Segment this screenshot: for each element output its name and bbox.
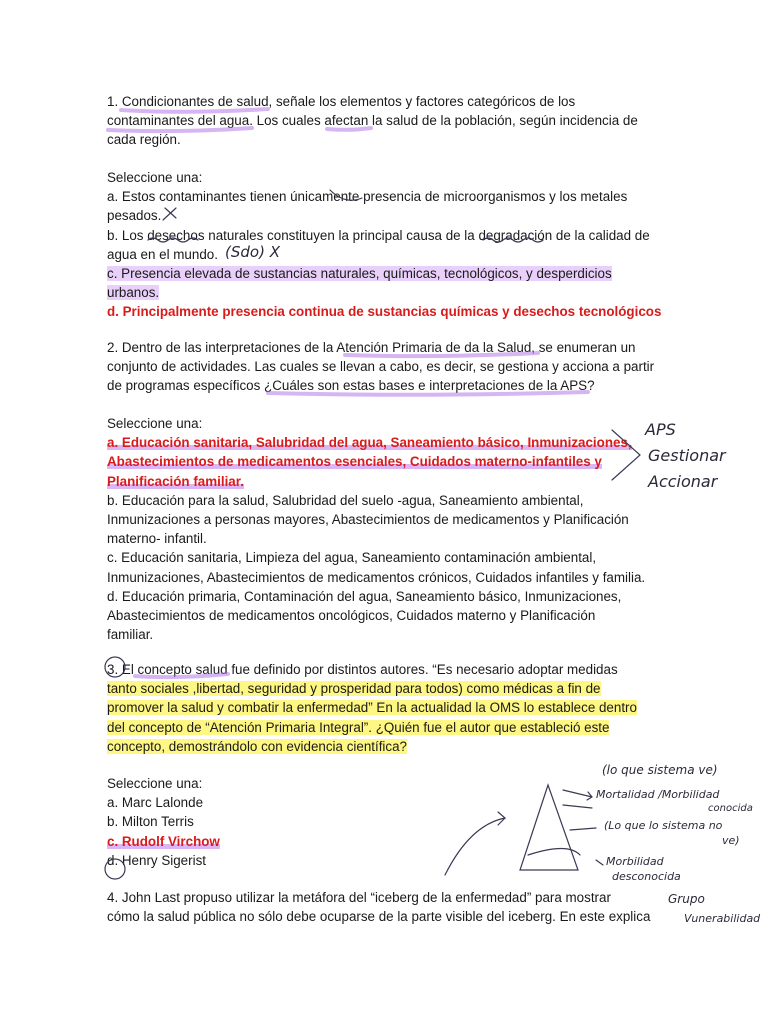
q3-option-d: d. Henry Sigerist bbox=[107, 852, 206, 868]
q3-option-a: a. Marc Lalonde bbox=[107, 795, 204, 811]
question-1 bbox=[107, 92, 667, 150]
q2-option-a-answer: Planificación familiar. bbox=[107, 473, 244, 489]
q2-option-d: familiar. bbox=[107, 627, 154, 643]
select-label: Seleccione una: bbox=[107, 170, 203, 185]
q2-option-b: b. Educación para la salud, Salubridad del suelo -agua, Saneamiento ambiental, bbox=[107, 492, 584, 508]
handwritten-note: Morbilidad bbox=[606, 855, 664, 868]
handwritten-note: (lo que sistema ve) bbox=[602, 763, 718, 777]
q3-line: tanto sociales ,libertad, seguridad y prosperidad para todos) como médicas a fin de bbox=[107, 681, 601, 697]
q2-options bbox=[107, 414, 667, 644]
question-4 bbox=[107, 888, 667, 926]
q2-option-a-answer: a. Educación sanitaria, Salubridad del agua, Saneamiento básico, Inmunizaciones, bbox=[107, 435, 632, 451]
q2-line: conjunto de actividades. Las cuales se llevan a cabo, es decir, se gestiona y acciona a partir bbox=[107, 359, 655, 375]
handwritten-note: (Sdo) X bbox=[225, 243, 280, 261]
q1-option-b: agua en el mundo. bbox=[107, 246, 218, 262]
q2-line: de programas específicos ¿Cuáles son estas bases e interpretaciones de la APS? bbox=[107, 378, 595, 394]
q2-option-c: c. Educación sanitaria, Limpieza del agua, Saneamiento contaminación ambiental, bbox=[107, 550, 597, 566]
handwritten-note: Gestionar bbox=[648, 446, 726, 465]
handwritten-note: conocida bbox=[708, 803, 753, 814]
handwritten-note: ve) bbox=[722, 834, 740, 847]
handwritten-note: APS bbox=[645, 420, 676, 439]
q3-line: promover la salud y combatir la enfermedad” En la actualidad la OMS lo establece dentro bbox=[107, 700, 637, 716]
handwritten-note: Vunerabilidad bbox=[684, 912, 761, 925]
q1-option-a: a. Estos contaminantes tienen únicamente presencia de microorganismos y los metales bbox=[107, 189, 628, 205]
handwritten-note: Mortalidad /Morbilidad bbox=[596, 788, 720, 801]
question-3 bbox=[107, 660, 667, 756]
q2-option-b: materno- infantil. bbox=[107, 531, 207, 547]
select-label: Seleccione una: bbox=[107, 776, 203, 791]
q2-option-a-answer: Abastecimientos de medicamentos esenciales, Cuidados materno-infantiles y bbox=[107, 454, 602, 470]
q2-option-b: Inmunizaciones a personas mayores, Abastecimientos de medicamentos y Planificación bbox=[107, 512, 629, 528]
select-label: Seleccione una: bbox=[107, 416, 203, 431]
q3-option-c-answer: c. Rudolf Virchow bbox=[107, 833, 220, 849]
q1-option-c: c. Presencia elevada de sustancias naturales, químicas, tecnológicos, y desperdicios bbox=[107, 266, 612, 282]
q1-option-c: urbanos. bbox=[107, 285, 160, 301]
q3-options bbox=[107, 774, 667, 870]
q1-line: cada región. bbox=[107, 132, 181, 148]
q1-option-d-answer: d. Principalmente presencia continua de sustancias químicas y desechos tecnológicos bbox=[107, 304, 662, 320]
q4-line: cómo la salud pública no sólo debe ocuparse de la parte visible del iceberg. En este explica bbox=[107, 909, 651, 925]
handwritten-note: (Lo que lo sistema no bbox=[604, 819, 723, 832]
q1-options bbox=[107, 168, 667, 322]
q3-line: 3. El concepto salud fue definido por distintos autores. “Es necesario adoptar medidas bbox=[107, 662, 618, 677]
q1-option-b: b. Los desechos naturales constituyen la principal causa de la degradación de la calidad de bbox=[107, 227, 650, 243]
handwritten-note: desconocida bbox=[612, 870, 681, 883]
question-2 bbox=[107, 338, 667, 396]
q2-option-d: d. Educación primaria, Contaminación del agua, Saneamiento básico, Inmunizaciones, bbox=[107, 588, 622, 604]
handwritten-note: Grupo bbox=[668, 892, 705, 906]
q1-line: contaminantes del agua. Los cuales afectan la salud de la población, según incidencia de bbox=[107, 113, 638, 129]
q2-line: 2. Dentro de las interpretaciones de la Atención Primaria de da la Salud, se enumeran un bbox=[107, 340, 636, 355]
q3-line: del concepto de “Atención Primaria Integral”. ¿Quién fue el autor que estableció este bbox=[107, 719, 610, 735]
handwritten-note: Accionar bbox=[648, 472, 718, 491]
q3-option-b: b. Milton Terris bbox=[107, 814, 194, 830]
q3-line: concepto, demostrándolo con evidencia científica? bbox=[107, 738, 407, 754]
q2-option-c: Inmunizaciones, Abastecimientos de medicamentos crónicos, Cuidados infantiles y familia. bbox=[107, 569, 646, 585]
q1-line: 1. Condicionantes de salud, señale los elementos y factores categóricos de los bbox=[107, 94, 576, 109]
q1-option-a: pesados. bbox=[107, 208, 162, 224]
q4-line: 4. John Last propuso utilizar la metáfora del “iceberg de la enfermedad” para mostrar bbox=[107, 890, 611, 905]
q2-option-d: Abastecimientos de medicamentos oncológicos, Cuidados materno y Planificación bbox=[107, 608, 596, 624]
